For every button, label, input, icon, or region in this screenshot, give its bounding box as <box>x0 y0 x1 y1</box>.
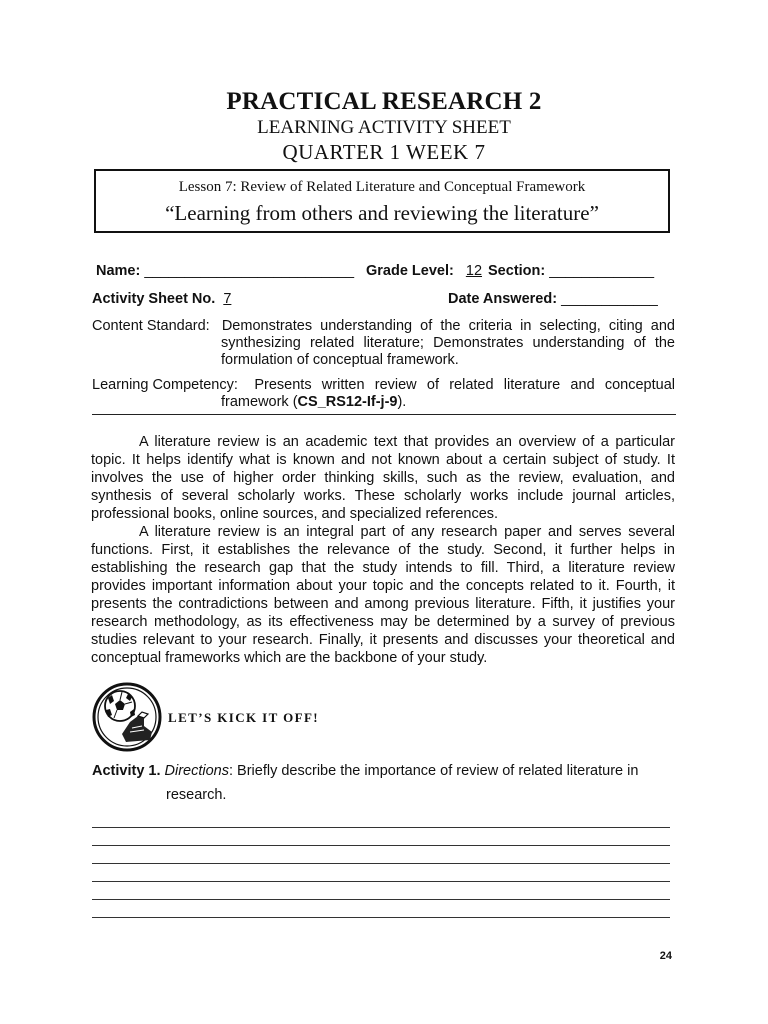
page-number: 24 <box>659 950 672 962</box>
learning-competency-label: Learning Competency: <box>92 377 238 393</box>
answer-line[interactable] <box>92 917 670 918</box>
name-field[interactable]: __________________________ <box>144 263 355 279</box>
paragraph-1: A literature review is an academic text that provides an overview of a particular topic. It helps identify what is known and not known about a certain subject of study. It involves the use of higher order thinking skills, such as the review, evaluation, and synthesis of several scholarly works. These scholarly works include journal articles, professional books, online sources, and specialized references. <box>91 434 675 522</box>
activity-sheet-label: Activity Sheet No. <box>92 291 216 307</box>
activity-text-continued: research. <box>166 787 227 803</box>
lesson-quote: “Learning from others and reviewing the literature” <box>165 201 599 225</box>
name-row <box>96 263 354 280</box>
grade-section-row <box>366 263 654 280</box>
answer-line[interactable] <box>92 845 670 846</box>
answer-line[interactable] <box>92 899 670 900</box>
section-divider <box>92 414 676 415</box>
page-subtitle: LEARNING ACTIVITY SHEET <box>257 117 511 138</box>
answer-line[interactable] <box>92 881 670 882</box>
grade-level-label: Grade Level: <box>366 263 454 279</box>
lesson-box <box>94 169 670 233</box>
date-answered-row <box>448 291 658 308</box>
activity-sheet-field[interactable]: 7 <box>223 291 232 307</box>
activity-directions <box>92 762 676 780</box>
section-field[interactable]: _____________ <box>549 263 655 279</box>
answer-line[interactable] <box>92 827 670 828</box>
content-standard-text: Demonstrates understanding of the criteria in selecting, citing and synthesizing related literature; Demonstrates understanding of the formulation of conceptual framework. <box>221 318 675 368</box>
paragraph-2: A literature review is an integral part of any research paper and serves several functions. First, it establishes the relevance of the study. Second, it further helps in establishing the research gap that the study intends to fill. Third, a literature review provides important information about your topic and the concepts related to it. Fourth, it presents the contradictions between and among previous literature. Fifth, it justifies your research methodology, as its effectiveness may be determined by a survey of previous studies relevant to your research. Finally, it presents and discusses your theoretical and conceptual frameworks which are the backbone of your study. <box>91 524 675 666</box>
date-answered-field[interactable]: ____________ <box>561 291 658 307</box>
grade-level-field[interactable]: 12 <box>465 263 483 279</box>
date-answered-label: Date Answered: <box>448 291 558 307</box>
content-standard-label: Content Standard: <box>92 318 210 334</box>
activity-label: Activity 1. <box>92 763 161 779</box>
soccer-ball-kick-icon <box>92 682 162 752</box>
answer-line[interactable] <box>92 863 670 864</box>
name-label: Name: <box>96 263 141 279</box>
page-title: PRACTICAL RESEARCH 2 <box>226 88 542 115</box>
section-heading: LET’S KICK IT OFF! <box>168 710 320 725</box>
body-text <box>91 433 675 667</box>
learning-competency-text: Presents written review of related literature and conceptual framework (CS_RS12-If-j-9). <box>221 377 676 410</box>
learning-competency <box>92 377 675 413</box>
quarter-heading: QUARTER 1 WEEK 7 <box>282 140 486 164</box>
activity-text: : Briefly describe the importance of review of related literature in <box>229 763 639 779</box>
activity-sheet-row <box>92 291 231 308</box>
competency-code: CS_RS12-If-j-9 <box>297 394 398 410</box>
lesson-title: Lesson 7: Review of Related Literature and Conceptual Framework <box>178 179 586 195</box>
content-standard <box>92 318 675 370</box>
directions-label: Directions <box>164 763 229 779</box>
section-label: Section: <box>488 263 546 279</box>
